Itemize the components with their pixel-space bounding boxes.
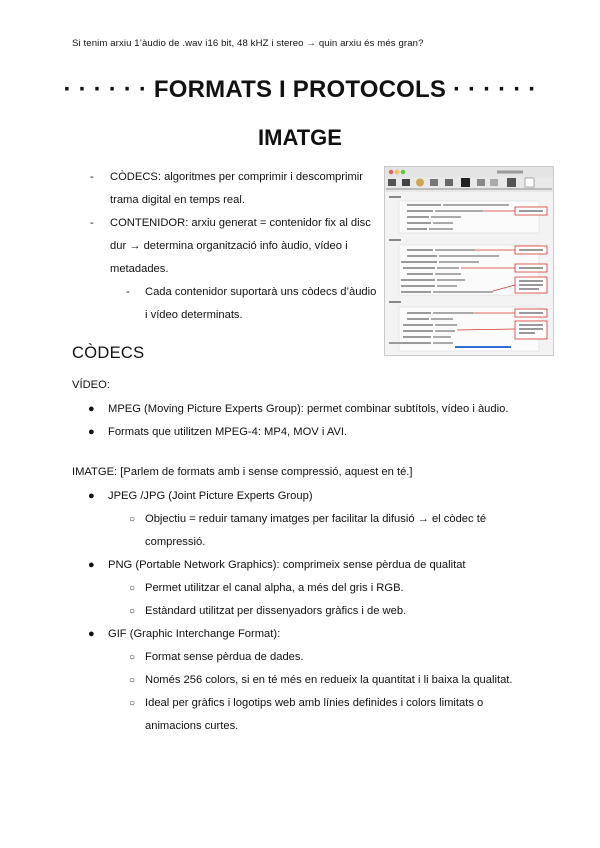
intro-list: [90, 166, 380, 327]
sub-list-item: [72, 508, 542, 554]
list-item-jpeg: [72, 485, 542, 508]
codecs-heading: CÒDECS: [72, 344, 145, 362]
sub-list-item-text: Objectiu = reduir tamany imatges per facilitar la difusió → el còdec té compressió.: [145, 513, 487, 548]
sub-list-item: [72, 692, 542, 738]
sub-list-item-text: Ideal per gràfics i logotips web amb línies definides i colors limitats o animacions curtes.: [145, 697, 484, 732]
intro-item-codecs: [90, 166, 380, 212]
circle-marker: ○: [129, 583, 136, 594]
bullet-marker: ●: [88, 426, 95, 438]
intro-item-text: CONTENIDOR: arxiu generat = contenidor fix al disc dur → determina organització info àudio, vídeo i metadades.: [110, 217, 371, 275]
list-item-gif: [72, 623, 542, 646]
image-list: [72, 485, 542, 738]
intro-item-container: [90, 212, 380, 281]
circle-marker: ○: [129, 675, 136, 686]
list-item-png: [72, 554, 542, 577]
intro-sub-item-text: Cada contenidor suportarà uns còdecs d’àudio i vídeo determinats.: [145, 286, 377, 321]
list-item-text: JPEG /JPG (Joint Picture Experts Group): [108, 490, 313, 502]
circle-marker: ○: [129, 514, 136, 525]
movie-inspector-screenshot: [384, 166, 554, 356]
section-subtitle: IMATGE: [258, 125, 342, 150]
circle-marker: ○: [129, 698, 136, 709]
bullet-marker: ●: [88, 403, 95, 415]
sub-list-item: [72, 669, 542, 692]
dash-marker: -: [126, 286, 130, 298]
image-label: IMATGE: [Parlem de formats amb i sense compressió, aquest en té.]: [72, 466, 413, 478]
dash-marker: -: [90, 171, 94, 183]
sub-list-item-text: Estàndard utilitzat per dissenyadors gràfics i de web.: [145, 605, 407, 617]
sub-list-item: [72, 600, 542, 623]
bullet-marker: ●: [88, 490, 95, 502]
list-item: [72, 398, 542, 421]
sub-list-item-text: Format sense pèrdua de dades.: [145, 651, 304, 663]
list-item-text: MPEG (Moving Picture Experts Group): permet combinar subtítols, vídeo i àudio.: [108, 403, 509, 415]
list-item-text: GIF (Graphic Interchange Format):: [108, 628, 281, 640]
sub-list-item: [72, 577, 542, 600]
bullet-marker: ●: [88, 559, 95, 571]
sub-list-item: [72, 646, 542, 669]
intro-sub-item: [90, 281, 380, 327]
list-item: [72, 421, 542, 444]
sub-list-item-text: Només 256 colors, si en té més en redueix la quantitat i li baixa la qualitat.: [145, 674, 513, 686]
circle-marker: ○: [129, 652, 136, 663]
video-label: VÍDEO:: [72, 379, 110, 391]
sub-list-item-text: Permet utilitzar el canal alpha, a més del gris i RGB.: [145, 582, 404, 594]
list-item-text: PNG (Portable Network Graphics): comprimeix sense pèrdua de qualitat: [108, 559, 466, 571]
movie-inspector-illustration: [385, 167, 553, 355]
circle-marker: ○: [129, 606, 136, 617]
bullet-marker: ●: [88, 628, 95, 640]
top-question: Si tenim arxiu 1’àudio de .wav i16 bit, 48 kHZ i stereo → quin arxiu és més gran?: [72, 38, 424, 49]
video-list: [72, 398, 542, 444]
intro-item-text: CÒDECS: algoritmes per comprimir i descomprimir trama digital en temps real.: [110, 171, 364, 206]
main-title: · · · · · · FORMATS I PROTOCOLS · · · · · ·: [63, 76, 537, 103]
list-item-text: Formats que utilitzen MPEG-4: MP4, MOV i AVI.: [108, 426, 348, 438]
dash-marker: -: [90, 217, 94, 229]
